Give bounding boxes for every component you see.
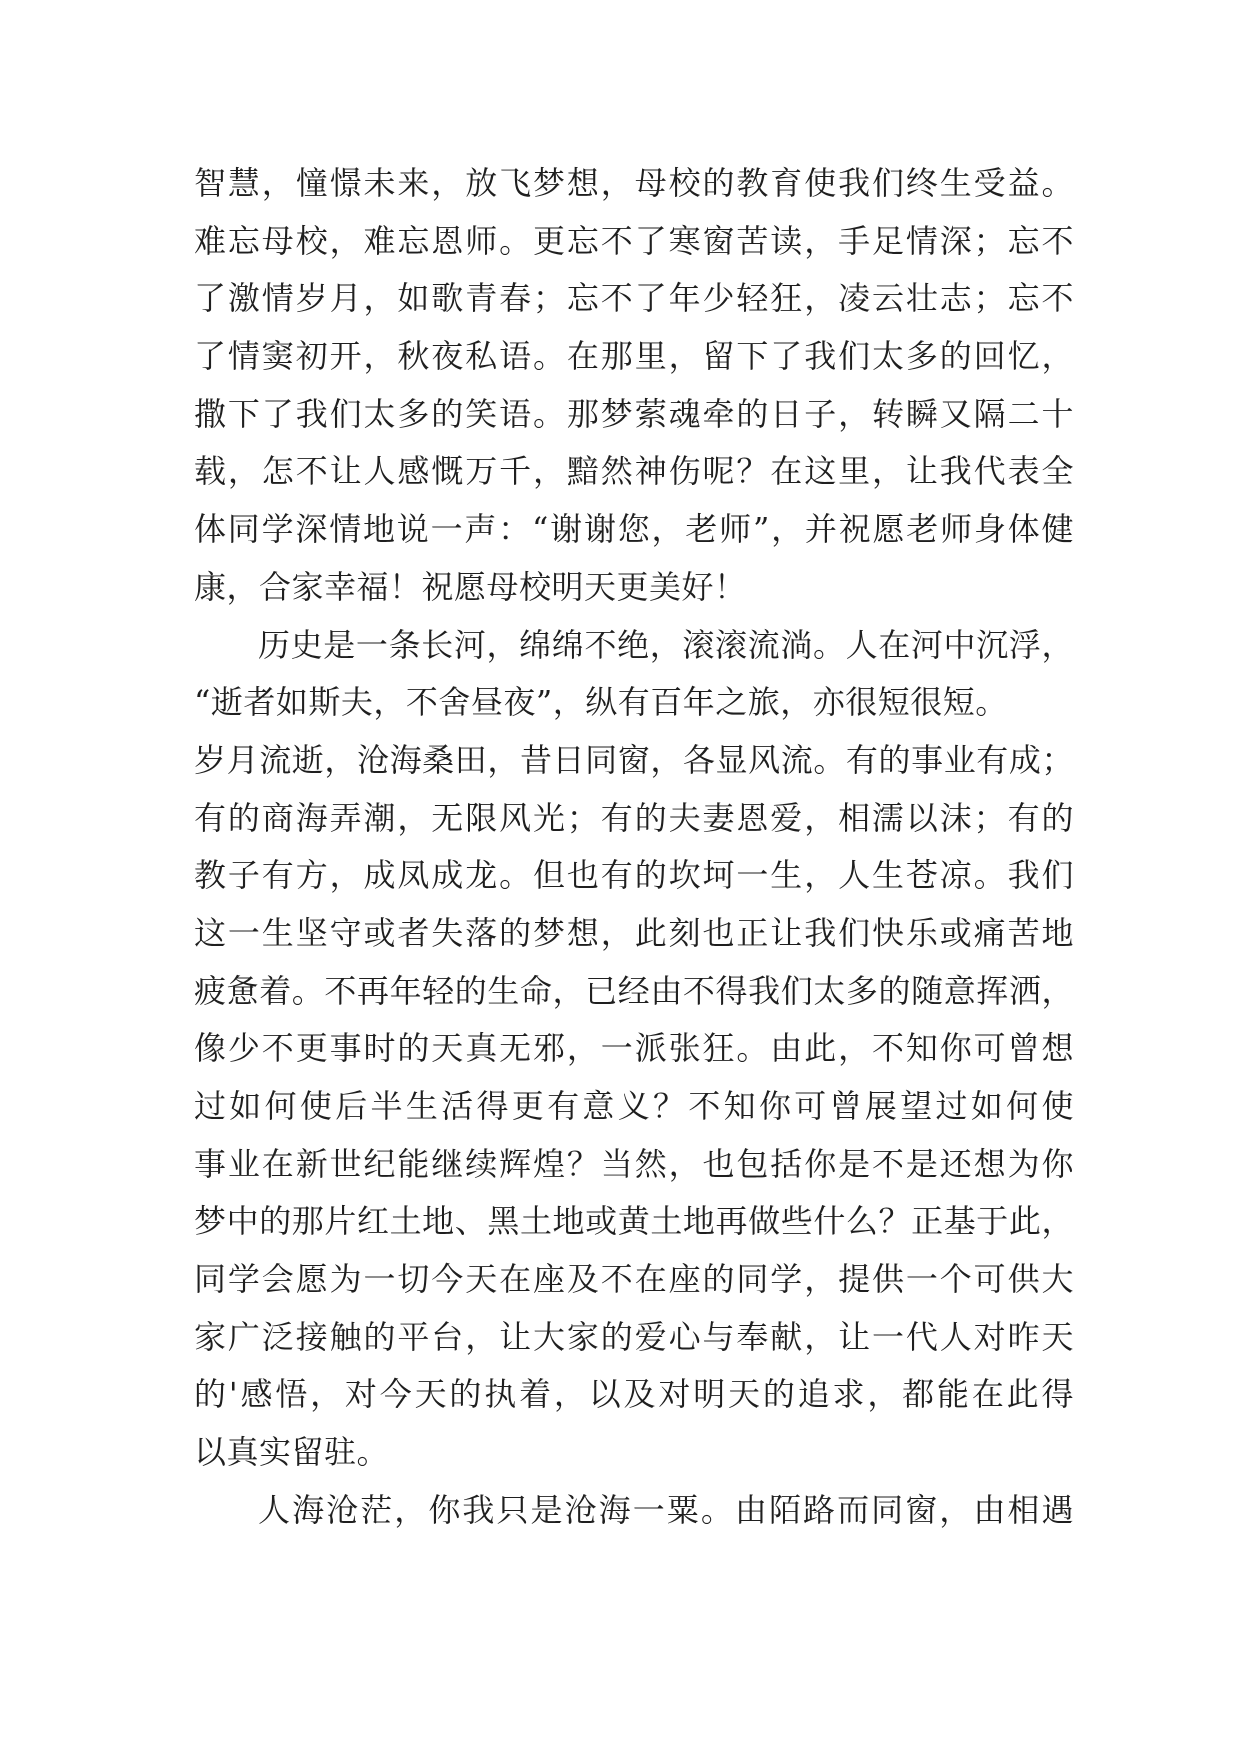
- text-line: 有的商海弄潮，无限风光；有的夫妻恩爱，相濡以沫；有的: [194, 798, 1074, 837]
- text-line: 智慧，憧憬未来，放飞梦想，母校的教育使我们终生受益。: [194, 164, 1074, 202]
- text-line: 体同学深情地说一声：“谢谢您，老师”，并祝愿老师身体健: [194, 510, 1074, 549]
- text-line: 像少不更事时的天真无邪，一派张狂。由此，不知你可曾想: [194, 1029, 1074, 1068]
- text-line: 梦中的那片红土地、黑土地或黄土地再做些什么？正基于此，: [194, 1202, 1074, 1241]
- body-text: [194, 155, 1074, 1540]
- text-line: 难忘母校，难忘恩师。更忘不了寒窗苦读，手足情深；忘不: [194, 221, 1074, 260]
- paragraph-first-line: 历史是一条长河，绵绵不绝，滚滚流淌。人在河中沉浮，: [258, 625, 1074, 664]
- text-line: 事业在新世纪能继续辉煌？当然，也包括你是不是还想为你: [194, 1144, 1074, 1183]
- text-line: 载，怎不让人感慨万千，黯然神伤呢？在这里，让我代表全: [194, 452, 1074, 491]
- text-line: 的'感悟，对今天的执着，以及对明天的追求，都能在此得: [194, 1375, 1074, 1414]
- text-line: 过如何使后半生活得更有意义？不知你可曾展望过如何使: [194, 1087, 1074, 1125]
- text-line: 了情窦初开，秋夜私语。在那里，留下了我们太多的回忆，: [194, 337, 1074, 376]
- text-line: 疲惫着。不再年轻的生命，已经由不得我们太多的随意挥洒，: [194, 971, 1074, 1010]
- text-line: 教子有方，成凤成龙。但也有的坎坷一生，人生苍凉。我们: [194, 856, 1074, 895]
- paragraph-first-line: 人海沧茫，你我只是沧海一粟。由陌路而同窗，由相遇: [258, 1490, 1074, 1529]
- text-line: 以真实留驻。: [194, 1433, 390, 1472]
- text-line: 这一生坚守或者失落的梦想，此刻也正让我们快乐或痛苦地: [194, 913, 1074, 952]
- text-line: 了激情岁月，如歌青春；忘不了年少轻狂，凌云壮志；忘不: [194, 279, 1074, 318]
- text-line: 家广泛接触的平台，让大家的爱心与奉献，让一代人对昨天: [194, 1317, 1074, 1356]
- text-line: 同学会愿为一切今天在座及不在座的同学，提供一个可供大: [194, 1260, 1074, 1299]
- text-line: 岁月流逝，沧海桑田，昔日同窗，各显风流。有的事业有成；: [194, 740, 1074, 779]
- text-line: “逝者如斯夫，不舍昼夜”，纵有百年之旅，亦很短很短。: [194, 683, 1008, 722]
- text-line: 撒下了我们太多的笑语。那梦萦魂牵的日子，转瞬又隔二十: [194, 394, 1074, 433]
- text-line: 康，合家幸福！祝愿母校明天更美好！: [194, 567, 747, 606]
